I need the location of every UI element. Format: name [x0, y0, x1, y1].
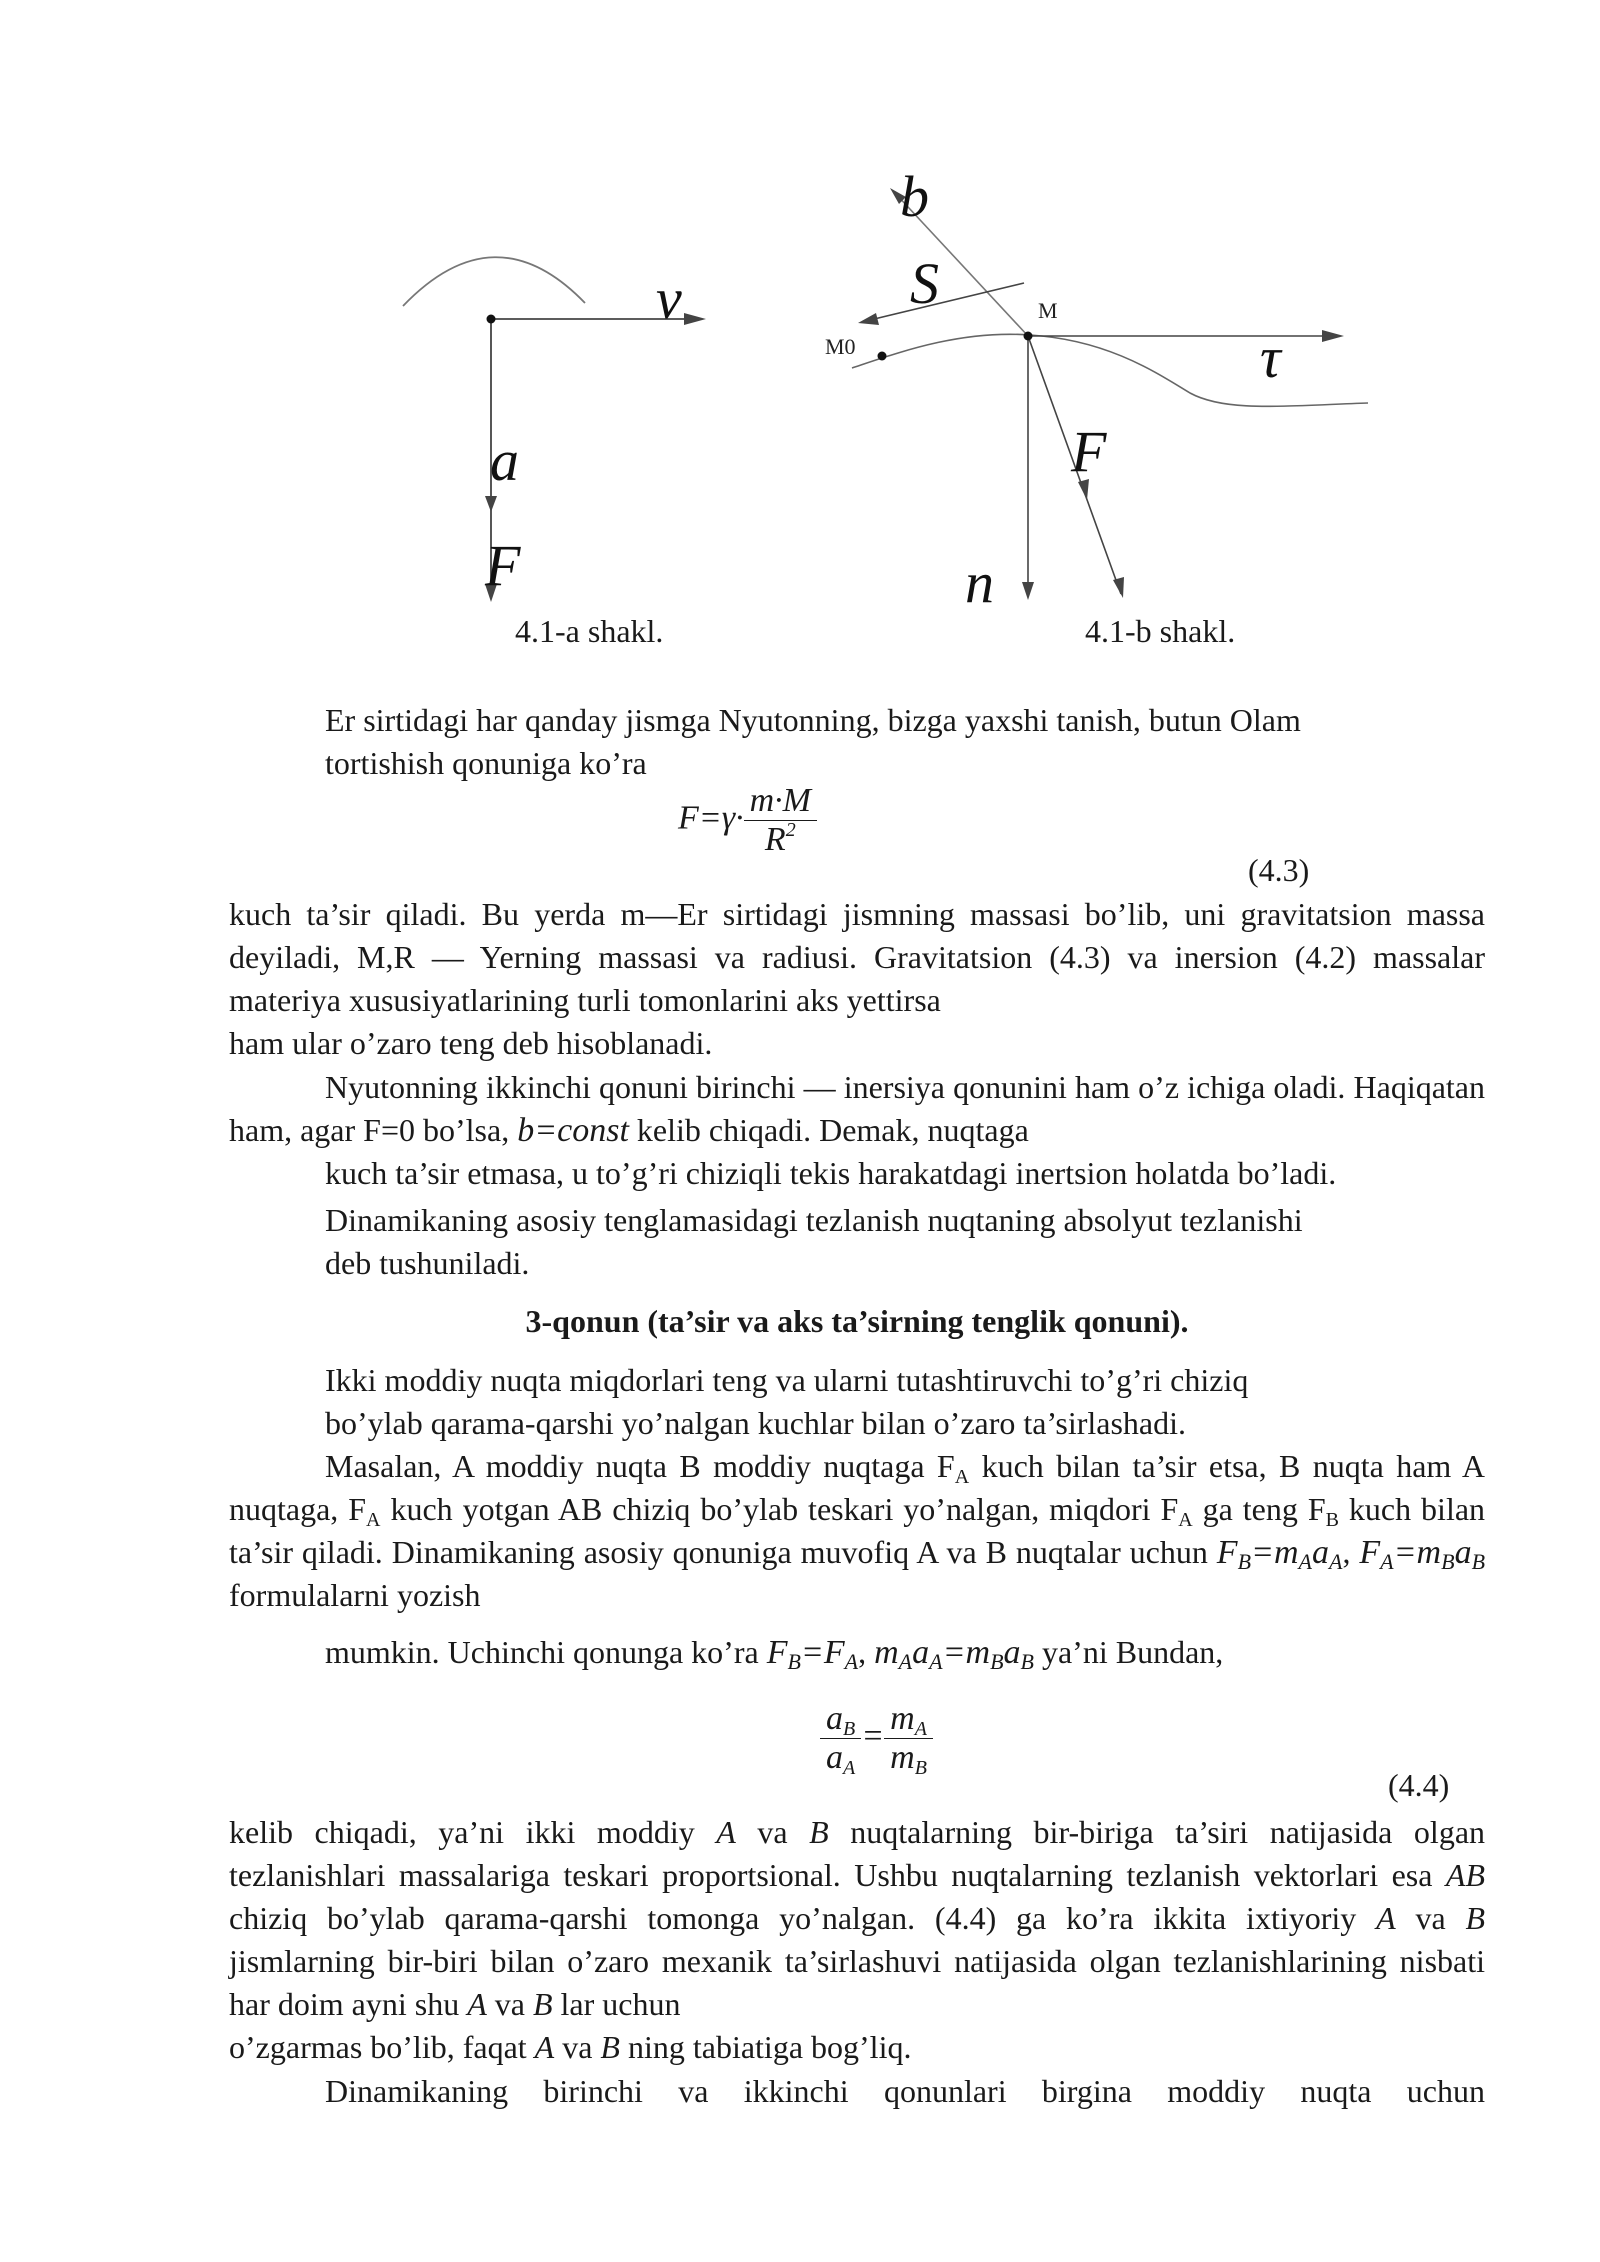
- text: Er sirtidagi har qanday jismga Nyutonning, bizga yaxshi tanish, butun Olam: [325, 702, 1301, 738]
- text: chiziq bo’ylab qarama-qarshi tomonga yo’nalgan. (4.4) ga ko’ra ikkita ixtiyoriy: [229, 1900, 1377, 1936]
- inline-math-mA-aA-eq-mB-aB: $m_Aa_A=m_Ba_B$: [874, 1634, 1034, 1674]
- italic-B: B: [532, 1986, 553, 2022]
- label-F-a: F: [485, 533, 521, 598]
- text: kuch yotgan AB chiziq bo’ylab teskari yo’nalgan, miqdori F: [380, 1491, 1179, 1527]
- paragraph-gravity-intro: [229, 699, 1485, 785]
- italic-A: A: [1376, 1900, 1396, 1936]
- text: formulalarni yozish: [229, 1577, 481, 1613]
- equation-number-4-4: (4.4): [1388, 1767, 1450, 1803]
- eq-den-base: R: [764, 821, 786, 858]
- eq-denominator: [744, 821, 817, 859]
- label-F-b: F: [1071, 419, 1107, 484]
- equation-number-4-3: (4.3): [1248, 852, 1310, 888]
- acceleration-arrowhead: [485, 496, 497, 512]
- text: kuch bilan ta’sir etsa, B nuqta ham A nuqtaga, F: [229, 1448, 1486, 1527]
- text: mumkin. Uchinchi qonunga ko’ra: [325, 1634, 767, 1670]
- text-last-line: kuch ta’sir etmasa, u to’g’ri chiziqli tekis harakatdagi inertsion holatda bo’ladi.: [325, 1155, 1337, 1191]
- caption-4-1-a: 4.1-a shakl.: [515, 613, 664, 649]
- eq-numerator: $m_A$: [884, 1700, 933, 1739]
- text: Dinamikaning asosiy tenglamasidagi tezlanish nuqtaning absolyut tezlanishi: [325, 1202, 1303, 1238]
- eq-fraction-right: [884, 1700, 933, 1777]
- eq-fraction: [744, 782, 817, 859]
- caption-4-1-b: 4.1-b shakl.: [1085, 613, 1236, 649]
- text-last-line: mumkin. Uchinchi qonunga ko’ra $F_B=F_A$, $m_Aa_A=m_Ba_B$ ya’ni Bundan,: [325, 1634, 1224, 1674]
- trajectory-curve-b: [852, 334, 1368, 406]
- text: va: [1395, 1900, 1466, 1936]
- text: ya’ni Bundan,: [1033, 1634, 1224, 1670]
- displacement-line: [866, 283, 1024, 321]
- equation-4-4: $\frac{a_B}{a_A}$ = $\frac{m_A}{m_B}$: [820, 1700, 933, 1777]
- displacement-arrowhead: [858, 313, 879, 325]
- text: jismlarning bir-biri bilan o’zaro mexanik ta’sirlashuvi natijasida olgan tezlanishlarining nisbati har doim ayni shu: [229, 1943, 1485, 2022]
- label-M0: M0: [825, 334, 856, 359]
- paragraph-inertia: [229, 1066, 1485, 1195]
- italic-AB: AB: [1445, 1857, 1485, 1893]
- text: ning tabiatiga bog’liq.: [619, 2029, 912, 2065]
- paragraph-absolute-acceleration: [229, 1199, 1485, 1285]
- label-M: M: [1038, 298, 1058, 323]
- text: ga teng F: [1192, 1491, 1326, 1527]
- text-last-line: tortishish qonuniga ko’ra: [325, 745, 647, 781]
- inline-math-FA-mB-aB: $F_A=m_Ba_B$: [1359, 1534, 1486, 1574]
- text-last-line: bo’ylab qarama-qarshi yo’nalgan kuchlar bilan o’zaro ta’sirlashadi.: [325, 1405, 1186, 1441]
- section-heading-third-law: 3-qonun (ta’sir va aks ta’sirning tenglik qonuni).: [525, 1303, 1189, 1339]
- text: Nyutonning ikkinchi qonuni birinchi — inersiya qonunini ham o’z ichiga oladi. Haqiqatan ham, agar F=0 bo’lsa,: [229, 1069, 1485, 1148]
- text: Masalan, A moddiy nuqta B moddiy nuqtaga F: [325, 1448, 955, 1484]
- italic-A: A: [716, 1814, 736, 1850]
- label-tau: τ: [1260, 325, 1281, 390]
- paragraph-example: Masalan, A moddiy nuqta B moddiy nuqtaga $F_A$ kuch bilan ta’sir etsa, B nuqta ham A nuqtaga, $F_A$ kuch yotgan AB chiziq bo’ylab teskari yo’nalgan, miqdori $F_A$ ga teng $F_B$ kuch bilan ta’sir qiladi. Dinamikaning asosiy qonuniga muvofiq A va B nuqtalar uchun $F_B=m_Aa_A$, $F_A=m_Ba_B$ formulalarni yozish mumkin. Uchinchi qonunga ko’ra $F_B=F_A$, $m_Aa_A=m_Ba_B$ ya’ni Bundan,: [229, 1448, 1486, 1674]
- eq-denominator: $a_A$: [826, 1739, 856, 1779]
- eq-lhs: F=γ·: [678, 799, 744, 837]
- text: kuch bilan ta’sir qiladi. Dinamikaning asosiy qonuniga muvofiq A va B nuqtalar uchun: [229, 1491, 1486, 1570]
- inline-math-b-const: b=const: [517, 1112, 629, 1149]
- text: va: [486, 1986, 533, 2022]
- italic-B: B: [600, 2029, 620, 2065]
- text: va: [554, 2029, 601, 2065]
- label-b: b: [900, 164, 929, 229]
- tangent-arrowhead: [1322, 330, 1344, 342]
- figure-4-1-b: [852, 188, 1368, 600]
- subscript: A: [366, 1509, 381, 1531]
- label-S: S: [910, 251, 939, 316]
- text: kelib chiqadi. Demak, nuqtaga: [628, 1112, 1029, 1148]
- trajectory-arc-a: [403, 257, 585, 306]
- inline-math-FB-eq-FA: $F_B=F_A$: [766, 1634, 859, 1674]
- eq-fraction-left: [820, 1700, 861, 1777]
- italic-A: A: [534, 2029, 555, 2065]
- point-M0: [878, 352, 887, 361]
- text: kelib chiqadi, ya’ni ikki moddiy: [229, 1814, 717, 1850]
- text: lar uchun: [552, 1986, 681, 2022]
- text: kuch ta’sir qiladi. Bu yerda m—Er sirtidagi jismning massasi bo’lib, uni gravitatsion massa deyiladi, M,R — Yerning massasi va radiusi. Gravitatsion (4.3) va inersion (4.2) massalar materiya xususiyatlarining turli tomonlarini aks yettirsa: [229, 896, 1485, 1018]
- force-arrowhead-b-lower: [1113, 577, 1124, 598]
- text: o’zgarmas bo’lib, faqat: [229, 2029, 535, 2065]
- text: Ikki moddiy nuqta miqdorlari teng va ularni tutashtiruvchi to’g’ri chiziq: [325, 1362, 1249, 1398]
- label-n: n: [965, 550, 994, 615]
- eq-den-exponent: 2: [785, 819, 796, 841]
- text: va: [735, 1814, 810, 1850]
- point-M: [1024, 332, 1033, 341]
- paragraph-first-second-laws: [229, 2070, 1485, 2113]
- inline-math-FB-mA-aA: $F_B=m_Aa_A$: [1216, 1534, 1343, 1574]
- text-last-line: [229, 2026, 1485, 2069]
- label-a: a: [490, 428, 519, 493]
- paragraph-consequence: [229, 1811, 1485, 2069]
- paragraph-third-law: [229, 1359, 1485, 1445]
- velocity-arrowhead: [684, 313, 706, 325]
- point-a: [487, 315, 496, 324]
- subscript: A: [954, 1466, 970, 1488]
- italic-B: B: [809, 1814, 829, 1850]
- figure-4-1: [0, 0, 1600, 640]
- eq-numerator: $a_B$: [820, 1700, 861, 1739]
- label-v: v: [656, 266, 682, 331]
- paragraph-gravitational-mass: [229, 893, 1485, 1065]
- normal-arrowhead: [1022, 582, 1034, 600]
- text: nuqtalarning bir-biriga ta’siri natijasida olgan tezlanishlari massalariga teskari proportsional. Ushbu nuqtalarning tezlanish vektorlari esa: [229, 1814, 1486, 1893]
- eq-numerator: m·M: [744, 782, 817, 821]
- subscript: B: [1325, 1509, 1339, 1531]
- italic-B: B: [1465, 1900, 1486, 1936]
- text-last-line: deb tushuniladi.: [325, 1245, 530, 1281]
- equation-4-3: [678, 782, 817, 859]
- subscript: A: [1178, 1509, 1193, 1531]
- text: Dinamikaning birinchi va ikkinchi qonunlari birgina moddiy nuqta uchun: [325, 2073, 1485, 2109]
- eq-denominator: $m_B$: [890, 1739, 927, 1779]
- italic-A: A: [467, 1986, 487, 2022]
- text-last-line: ham ular o’zaro teng deb hisoblanadi.: [229, 1025, 713, 1061]
